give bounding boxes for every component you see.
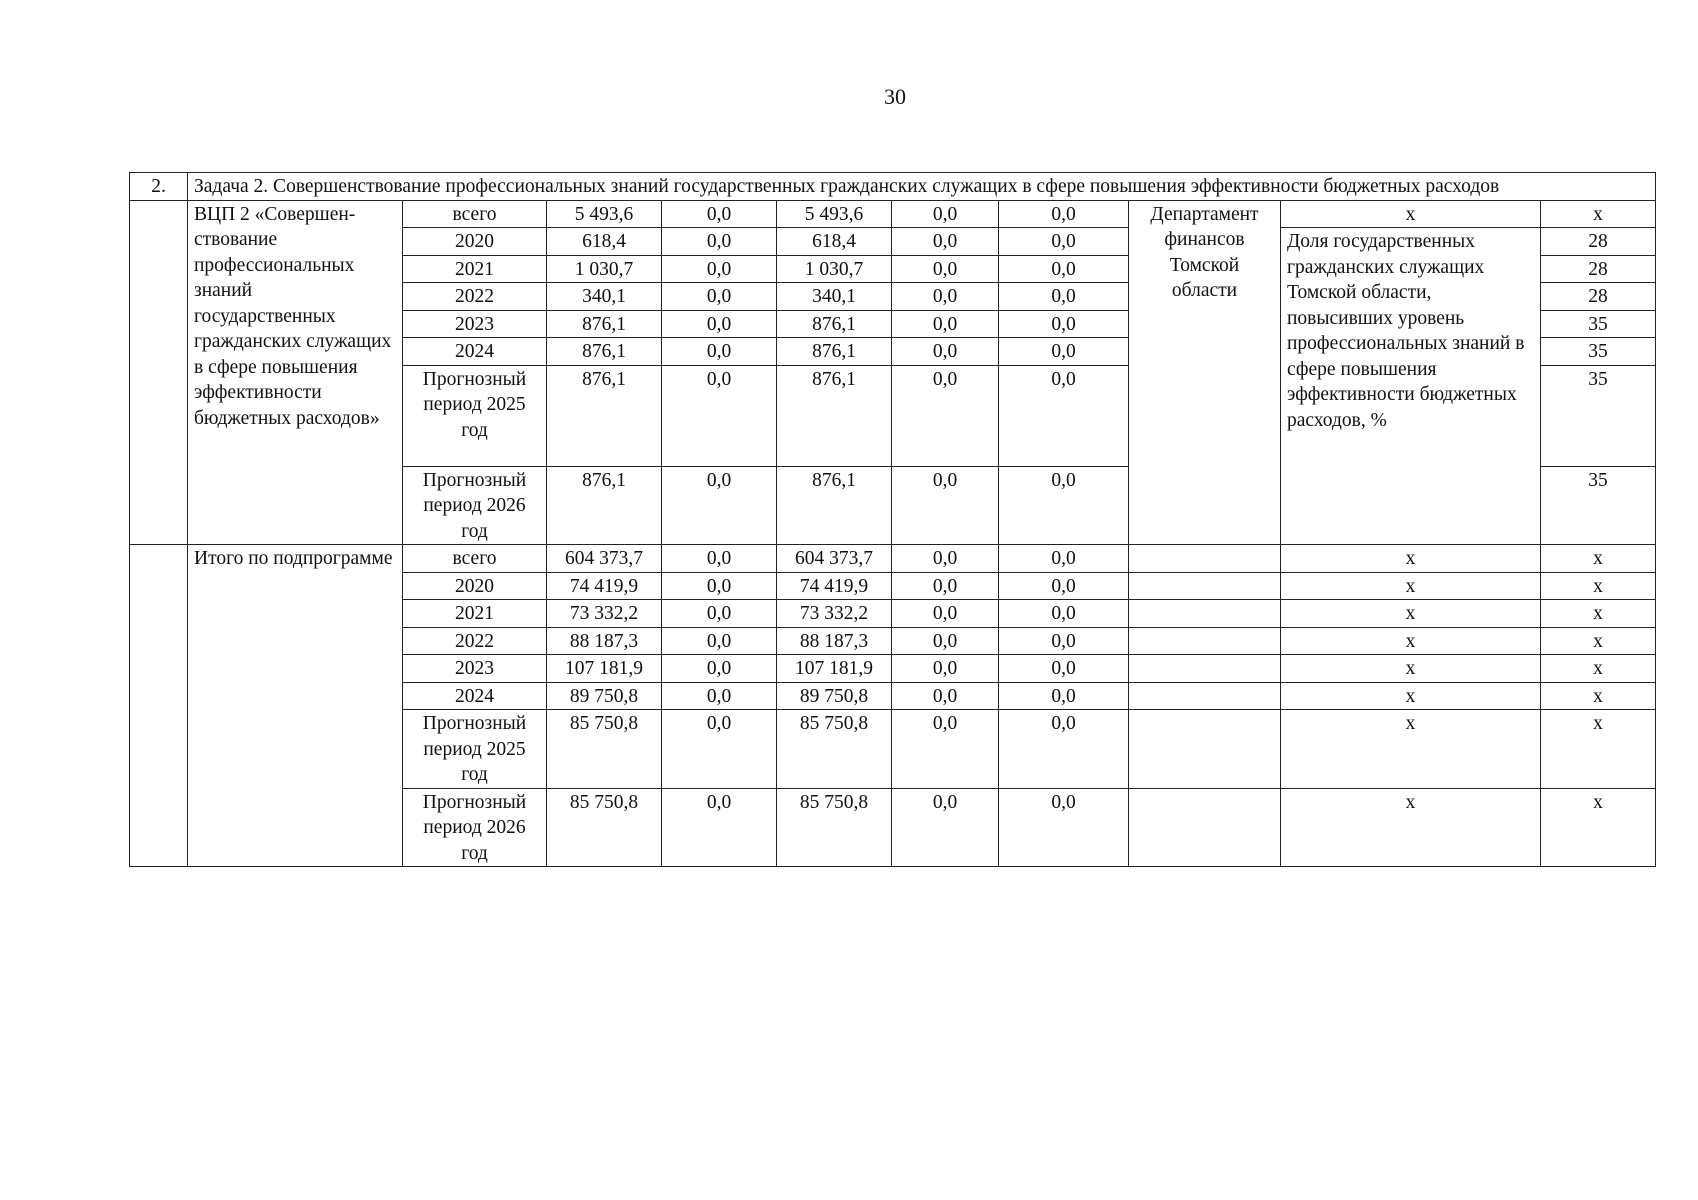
period-cell: 2020 (403, 228, 547, 256)
indicator-value-cell: х (1541, 655, 1656, 683)
executor-cell (1129, 655, 1281, 683)
federal-cell: 0,0 (662, 627, 777, 655)
empty-cell (130, 200, 188, 545)
regional-cell: 107 181,9 (777, 655, 892, 683)
regional-cell: 604 373,7 (777, 545, 892, 573)
total-cell: 618,4 (547, 228, 662, 256)
page-number: 30 (884, 84, 906, 109)
task-number: 2. (130, 173, 188, 201)
local-cell: 0,0 (892, 545, 999, 573)
program-name: ВЦП 2 «Совершен-ствование профессиональных знаний государственных гражданских служащих в сфере повышения эффективности бюджетных расходов» (188, 200, 403, 545)
local-cell: 0,0 (892, 788, 999, 867)
period-cell: 2023 (403, 310, 547, 338)
total-cell: 88 187,3 (547, 627, 662, 655)
indicator-value-cell: 28 (1541, 228, 1656, 256)
regional-cell: 88 187,3 (777, 627, 892, 655)
total-cell: 340,1 (547, 283, 662, 311)
period-cell: Прогнозный период 2026 год (403, 788, 547, 867)
total-cell: 74 419,9 (547, 572, 662, 600)
indicator-value-cell: 35 (1541, 338, 1656, 366)
indicator-value-cell: х (1541, 572, 1656, 600)
local-cell: 0,0 (892, 255, 999, 283)
budget-table (129, 172, 1656, 867)
local-cell: 0,0 (892, 682, 999, 710)
other-cell: 0,0 (999, 338, 1129, 366)
total-cell: 876,1 (547, 310, 662, 338)
total-cell: 1 030,7 (547, 255, 662, 283)
local-cell: 0,0 (892, 466, 999, 545)
indicator-cell: х (1281, 788, 1541, 867)
local-cell: 0,0 (892, 572, 999, 600)
local-cell: 0,0 (892, 600, 999, 628)
period-cell: 2021 (403, 600, 547, 628)
indicator-value-cell: 28 (1541, 283, 1656, 311)
indicator-value-cell: х (1541, 710, 1656, 789)
federal-cell: 0,0 (662, 255, 777, 283)
period-cell: 2023 (403, 655, 547, 683)
federal-cell: 0,0 (662, 200, 777, 228)
period-cell: 2022 (403, 283, 547, 311)
period-cell: Прогнозный период 2026 год (403, 466, 547, 545)
other-cell: 0,0 (999, 710, 1129, 789)
other-cell: 0,0 (999, 310, 1129, 338)
local-cell: 0,0 (892, 365, 999, 466)
task-row (130, 173, 1656, 201)
federal-cell: 0,0 (662, 466, 777, 545)
executor-cell (1129, 682, 1281, 710)
other-cell: 0,0 (999, 200, 1129, 228)
federal-cell: 0,0 (662, 310, 777, 338)
executor-cell (1129, 627, 1281, 655)
period-cell: 2020 (403, 572, 547, 600)
local-cell: 0,0 (892, 710, 999, 789)
regional-cell: 876,1 (777, 338, 892, 366)
executor-cell (1129, 710, 1281, 789)
indicator-value-cell: х (1541, 627, 1656, 655)
period-cell: 2021 (403, 255, 547, 283)
other-cell: 0,0 (999, 255, 1129, 283)
indicator-value-cell: х (1541, 545, 1656, 573)
federal-cell: 0,0 (662, 545, 777, 573)
total-cell: 876,1 (547, 338, 662, 366)
indicator-cell: х (1281, 655, 1541, 683)
regional-cell: 618,4 (777, 228, 892, 256)
period-cell: 2022 (403, 627, 547, 655)
total-cell: 876,1 (547, 365, 662, 466)
period-cell: Прогнозный период 2025 год (403, 365, 547, 466)
other-cell: 0,0 (999, 228, 1129, 256)
local-cell: 0,0 (892, 338, 999, 366)
other-cell: 0,0 (999, 545, 1129, 573)
table-row (130, 545, 1656, 573)
other-cell: 0,0 (999, 655, 1129, 683)
total-cell: 604 373,7 (547, 545, 662, 573)
indicator-cell: х (1281, 600, 1541, 628)
regional-cell: 85 750,8 (777, 788, 892, 867)
indicator-value-cell: 35 (1541, 365, 1656, 466)
regional-cell: 5 493,6 (777, 200, 892, 228)
indicator-value-cell: х (1541, 682, 1656, 710)
indicator-cell: х (1281, 200, 1541, 228)
federal-cell: 0,0 (662, 228, 777, 256)
other-cell: 0,0 (999, 627, 1129, 655)
task-title: Задача 2. Совершенствование профессиональных знаний государственных гражданских служащих в сфере повышения эффективности бюджетных расходов (188, 173, 1656, 201)
total-cell: 5 493,6 (547, 200, 662, 228)
indicator-value-cell: 35 (1541, 466, 1656, 545)
other-cell: 0,0 (999, 365, 1129, 466)
regional-cell: 85 750,8 (777, 710, 892, 789)
table-row (130, 200, 1656, 228)
federal-cell: 0,0 (662, 283, 777, 311)
local-cell: 0,0 (892, 655, 999, 683)
local-cell: 0,0 (892, 627, 999, 655)
empty-cell (130, 545, 188, 867)
indicator-name: Доля государственных гражданских служащих Томской области, повысивших уровень профессиональных знаний в сфере повышения эффективности бюджетных расходов, % (1281, 228, 1541, 545)
period-cell: 2024 (403, 338, 547, 366)
period-cell: Прогнозный период 2025 год (403, 710, 547, 789)
indicator-value-cell: х (1541, 788, 1656, 867)
total-cell: 89 750,8 (547, 682, 662, 710)
regional-cell: 876,1 (777, 365, 892, 466)
regional-cell: 73 332,2 (777, 600, 892, 628)
federal-cell: 0,0 (662, 338, 777, 366)
indicator-cell: х (1281, 710, 1541, 789)
executor-cell (1129, 600, 1281, 628)
other-cell: 0,0 (999, 283, 1129, 311)
period-cell: 2024 (403, 682, 547, 710)
indicator-value-cell: 28 (1541, 255, 1656, 283)
indicator-cell: х (1281, 572, 1541, 600)
executor-cell (1129, 545, 1281, 573)
period-cell: всего (403, 200, 547, 228)
other-cell: 0,0 (999, 466, 1129, 545)
indicator-value-cell: х (1541, 200, 1656, 228)
local-cell: 0,0 (892, 200, 999, 228)
local-cell: 0,0 (892, 310, 999, 338)
federal-cell: 0,0 (662, 788, 777, 867)
local-cell: 0,0 (892, 228, 999, 256)
executor-cell: Департамент финансов Томской области (1129, 200, 1281, 545)
regional-cell: 1 030,7 (777, 255, 892, 283)
executor-cell (1129, 572, 1281, 600)
other-cell: 0,0 (999, 600, 1129, 628)
indicator-cell: х (1281, 627, 1541, 655)
other-cell: 0,0 (999, 788, 1129, 867)
other-cell: 0,0 (999, 682, 1129, 710)
federal-cell: 0,0 (662, 710, 777, 789)
regional-cell: 340,1 (777, 283, 892, 311)
federal-cell: 0,0 (662, 655, 777, 683)
period-cell: всего (403, 545, 547, 573)
regional-cell: 74 419,9 (777, 572, 892, 600)
regional-cell: 876,1 (777, 310, 892, 338)
summary-name: Итого по подпрограмме (188, 545, 403, 867)
federal-cell: 0,0 (662, 682, 777, 710)
regional-cell: 876,1 (777, 466, 892, 545)
indicator-value-cell: х (1541, 600, 1656, 628)
federal-cell: 0,0 (662, 365, 777, 466)
regional-cell: 89 750,8 (777, 682, 892, 710)
local-cell: 0,0 (892, 283, 999, 311)
executor-cell (1129, 788, 1281, 867)
total-cell: 85 750,8 (547, 788, 662, 867)
federal-cell: 0,0 (662, 600, 777, 628)
total-cell: 107 181,9 (547, 655, 662, 683)
federal-cell: 0,0 (662, 572, 777, 600)
total-cell: 876,1 (547, 466, 662, 545)
indicator-cell: х (1281, 545, 1541, 573)
indicator-cell: х (1281, 682, 1541, 710)
indicator-value-cell: 35 (1541, 310, 1656, 338)
total-cell: 73 332,2 (547, 600, 662, 628)
total-cell: 85 750,8 (547, 710, 662, 789)
other-cell: 0,0 (999, 572, 1129, 600)
